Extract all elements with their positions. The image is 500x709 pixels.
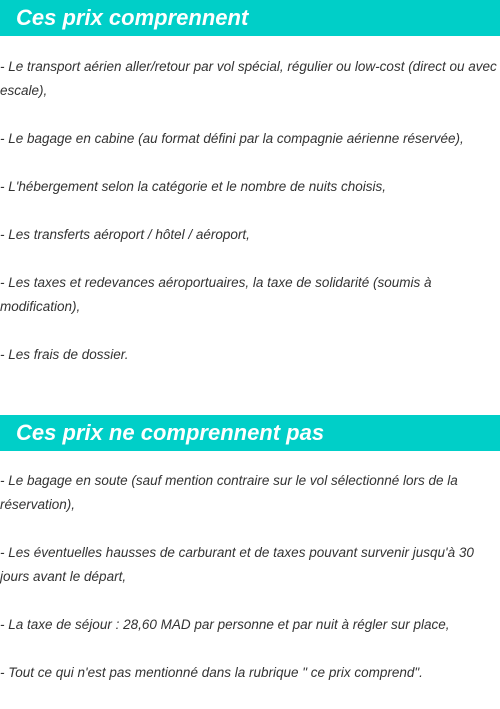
- list-item: - Le bagage en cabine (au format défini par la compagnie aérienne réservée),: [0, 131, 464, 146]
- list-item: - L'hébergement selon la catégorie et le nombre de nuits choisis,: [0, 179, 387, 194]
- list-item: - Les éventuelles hausses de carburant et de taxes pouvant survenir jusqu'à 30 jours avant le départ,: [0, 545, 474, 584]
- excluded-section-title: Ces prix ne comprennent pas: [16, 420, 325, 445]
- included-section-header: [0, 0, 500, 36]
- list-item: - Les frais de dossier.: [0, 347, 129, 362]
- excluded-items-list: [0, 469, 500, 709]
- list-item: - Les transferts aéroport / hôtel / aéroport,: [0, 227, 250, 242]
- list-item: - Les taxes et redevances aéroportuaires, la taxe de solidarité (soumis à modification),: [0, 275, 432, 314]
- included-items-list: [0, 55, 500, 391]
- excluded-section-header: [0, 415, 500, 451]
- list-item: - Le transport aérien aller/retour par vol spécial, régulier ou low-cost (direct ou avec escale),: [0, 59, 497, 98]
- list-item: - La taxe de séjour : 28,60 MAD par personne et par nuit à régler sur place,: [0, 617, 450, 632]
- list-item: - Le bagage en soute (sauf mention contraire sur le vol sélectionné lors de la réservation),: [0, 473, 458, 512]
- list-item: - Tout ce qui n'est pas mentionné dans la rubrique " ce prix comprend".: [0, 665, 423, 680]
- included-section-title: Ces prix comprennent: [16, 5, 249, 30]
